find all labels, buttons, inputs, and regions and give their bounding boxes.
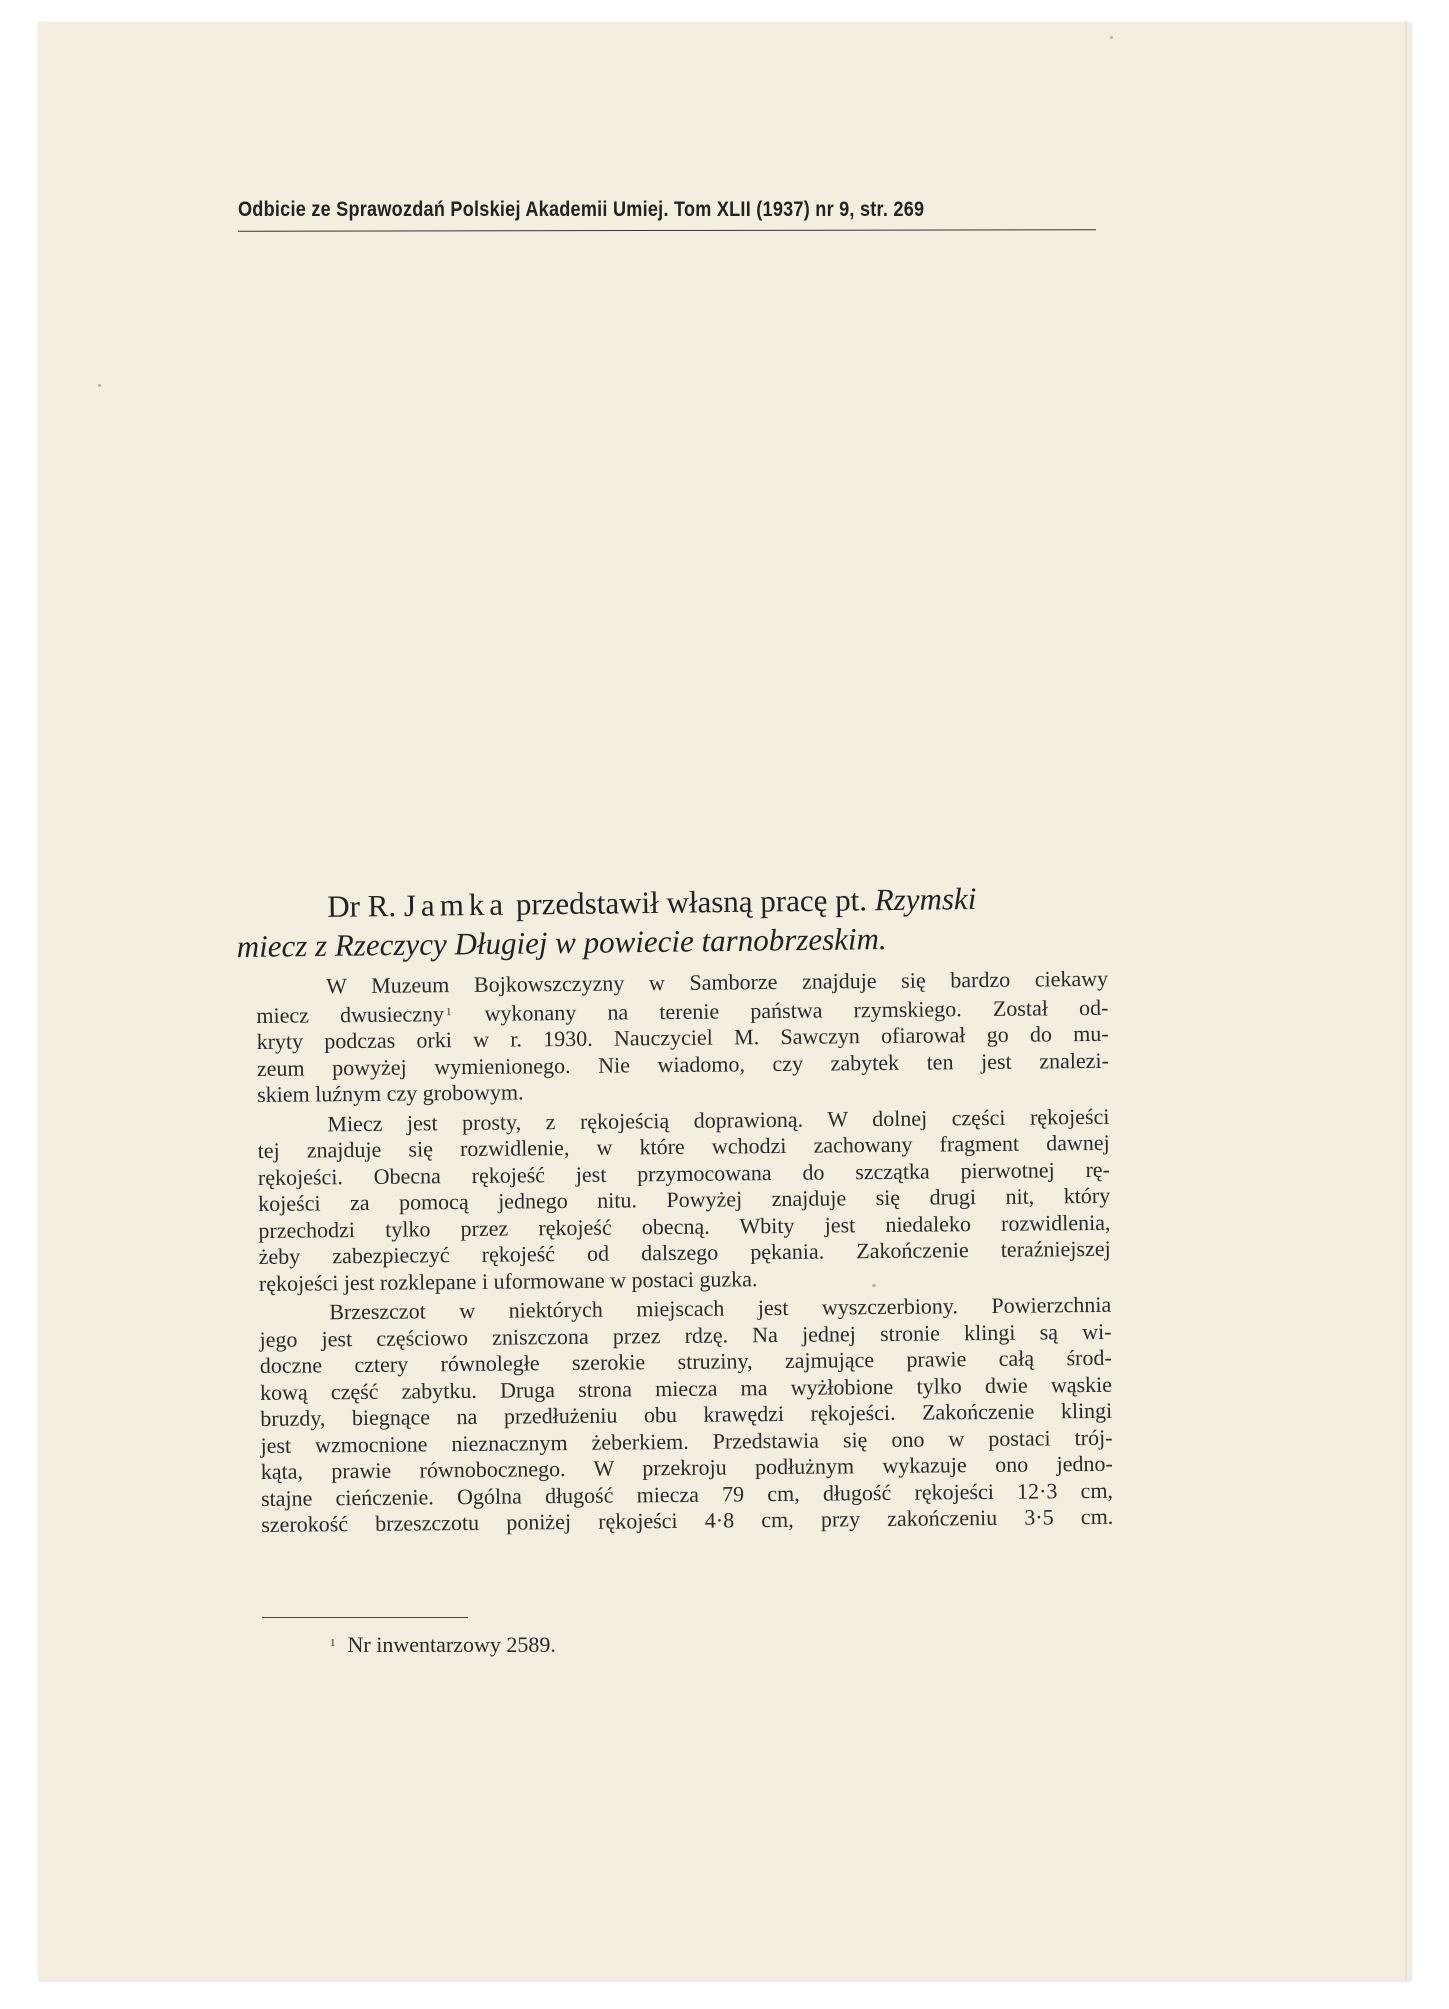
- paragraph-line: żeby zabezpieczyć rękojeść od dalszego pękania. Zakończenie teraźniejszej: [258, 1235, 1111, 1269]
- paragraph-line: kąta, prawie równobocznego. W przekroju podłużnym wykazuje ono jedno-: [260, 1450, 1113, 1484]
- footnote-mark: 1: [330, 1637, 336, 1649]
- footnote: [328, 1632, 556, 1658]
- footnote-rule: [262, 1617, 468, 1618]
- paragraph-line: przechodzi tylko przez rękojeść obecną. Wbity jest niedaleko rozwidlenia,: [258, 1209, 1111, 1243]
- paragraph-line: zeum powyżej wymienionego. Nie wiadomo, czy zabytek ten jest znalezi-: [256, 1047, 1109, 1081]
- paragraph-line: Miecz jest prosty, z rękojeścią doprawioną. W dolnej części rękojeści: [327, 1103, 1110, 1136]
- title-italic-1: Rzymski: [874, 880, 977, 918]
- text-span: miecz dwusieczny: [256, 1000, 445, 1028]
- paragraph-line: kryty podczas orki w r. 1930. Nauczyciel M. Sawczyn ofiarował go do mu-: [256, 1020, 1109, 1054]
- paragraph-line: skiem luźnym czy grobowym.: [257, 1079, 524, 1107]
- paragraph-line: jest wzmocnione nieznacznym żeberkiem. Przedstawia się ono w postaci trój-: [260, 1424, 1113, 1458]
- paragraph-line: Brzeszczot w niektórych miejscach jest wyszczerbiony. Powierzchnia: [329, 1291, 1112, 1325]
- paragraph-line: rękojeści. Obecna rękojeść jest przymocowana do szczątka pierwotnej rę-: [257, 1156, 1111, 1190]
- author-name: Jamka: [403, 886, 509, 923]
- footnote-text: Nr inwentarzowy 2589.: [347, 1632, 556, 1657]
- article-title: [236, 877, 1112, 966]
- paragraph-line: kową część zabytku. Druga strona miecza ma wyżłobione tylko dwie wąskie: [259, 1371, 1113, 1405]
- text-span: wykonany na terenie państwa rzymskiego. Został od-: [453, 994, 1109, 1026]
- paragraph-line: stajne cieńczenie. Ogólna długość miecza 79 cm, długość rękojeści 12·3 cm,: [260, 1477, 1114, 1511]
- title-italic-2: miecz z Rzeczycy Długiej w powiecie tarnobrzeskim.: [236, 921, 887, 964]
- paragraph-line: rękojeści jest rozklepane i uformowane w postaci guzka.: [258, 1265, 758, 1296]
- article-body: [256, 966, 1113, 1539]
- paragraph-line: kojeści za pomocą jednego nitu. Powyżej znajduje się drugi nit, który: [258, 1182, 1111, 1216]
- paragraph-line: tej znajduje się rozwidlenie, w które wchodzi zachowany fragment dawnej: [257, 1129, 1110, 1163]
- paper-speck: [98, 384, 101, 387]
- title-mid: przedstawił własną pracę pt.: [515, 882, 868, 922]
- paper-speck: [1110, 36, 1113, 39]
- title-prefix: Dr R.: [327, 888, 397, 924]
- footnote-ref: 1: [445, 1005, 452, 1018]
- paragraph-line: doczne cztery równoległe szerokie struziny, zajmujące prawie całą środ-: [259, 1344, 1112, 1378]
- paragraph-line: W Muzeum Bojkowszczyzny w Samborze znajduje się bardzo ciekawy: [325, 965, 1109, 999]
- paragraph-line: szerokość brzeszczotu poniżej rękojeści 4·8 cm, przy zakończeniu 3·5 cm.: [261, 1503, 1114, 1537]
- offprint-header: Odbicie ze Sprawozdań Polskiej Akademii Umiej. Tom XLII (1937) nr 9, str. 269: [238, 198, 925, 221]
- paragraph-line: jego jest częściowo zniszczona przez rdzę. Na jednej stronie klingi są wi-: [259, 1318, 1112, 1352]
- paragraph-line: bruzdy, biegnące na przedłużeniu obu krawędzi rękojeści. Zakończenie klingi: [260, 1397, 1113, 1431]
